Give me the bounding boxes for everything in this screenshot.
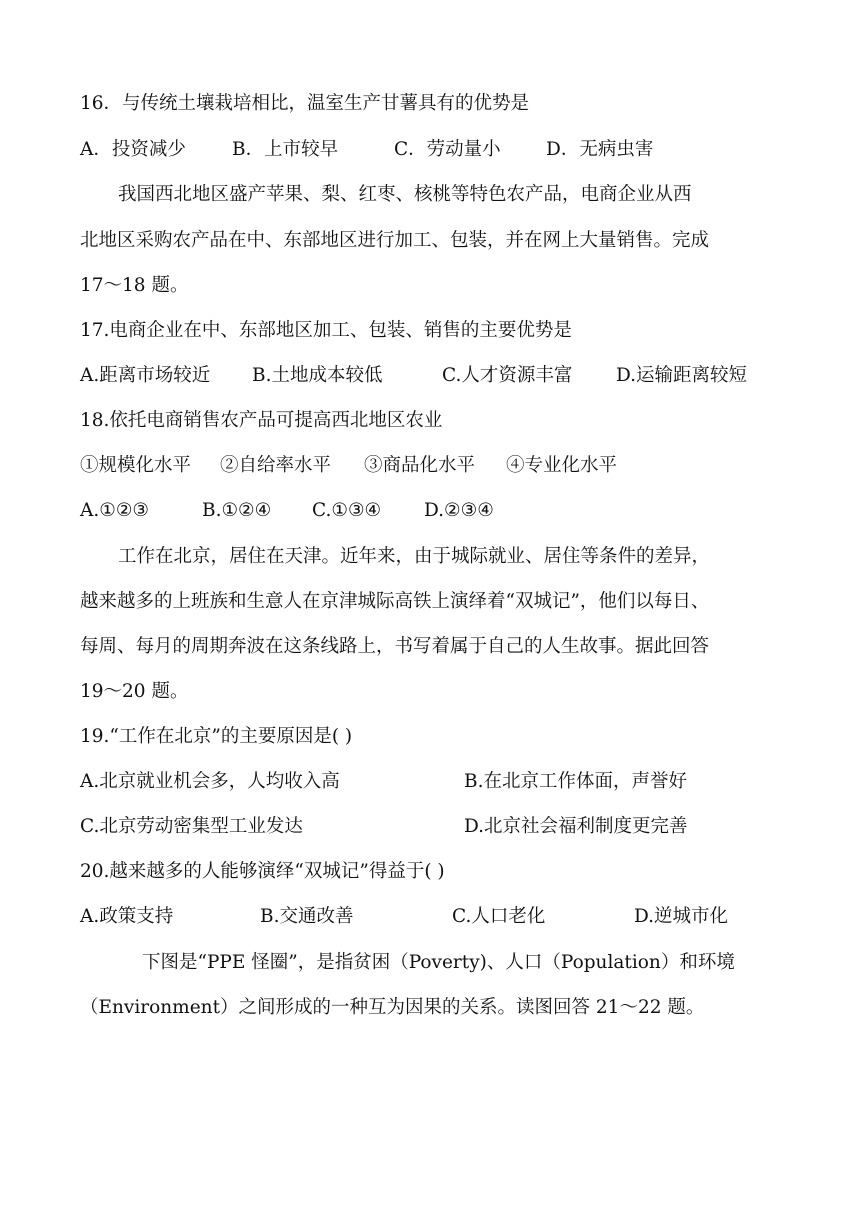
- question-18-item-2: ②自给率水平: [220, 455, 332, 476]
- question-18-option-b[interactable]: B.①②④: [202, 500, 272, 521]
- question-17-option-a[interactable]: A.距离市场较近: [80, 365, 211, 386]
- passage-2-line-2: 越来越多的上班族和生意人在京津城际高铁上演绎着“双城记”，他们以每日、: [80, 591, 710, 612]
- passage-3-line-2: （Environment）之间形成的一种互为因果的关系。读图回答 21～22 题。: [80, 997, 705, 1018]
- question-18-option-c[interactable]: C.①③④: [312, 500, 382, 521]
- passage-2-line-3: 每周、每月的周期奔波在这条线路上，书写着属于自己的人生故事。据此回答: [80, 636, 710, 657]
- passage-3-line-1: 下图是“PPE 怪圈”，是指贫困（Poverty)、人口（Population）和环境: [142, 952, 735, 973]
- question-16-stem: 16．与传统土壤栽培相比，温室生产甘薯具有的优势是: [80, 93, 530, 114]
- question-16-option-b[interactable]: B．上市较早: [232, 139, 339, 160]
- question-19-option-c[interactable]: C.北京劳动密集型工业发达: [80, 816, 303, 837]
- question-18-stem: 18.依托电商销售农产品可提高西北地区农业: [80, 410, 443, 431]
- question-20-option-d[interactable]: D.逆城市化: [634, 906, 729, 927]
- question-20-option-b[interactable]: B.交通改善: [260, 906, 354, 927]
- question-19-option-b[interactable]: B.在北京工作体面，声誉好: [464, 771, 687, 792]
- passage-1-line-2: 北地区采购农产品在中、东部地区进行加工、包装，并在网上大量销售。完成: [80, 230, 710, 251]
- question-18-option-d[interactable]: D.②③④: [424, 500, 494, 521]
- question-17-stem: 17.电商企业在中、东部地区加工、包装、销售的主要优势是: [80, 320, 572, 341]
- passage-2-line-1: 工作在北京，居住在天津。近年来，由于城际就业、居住等条件的差异，: [118, 546, 711, 567]
- question-17-option-d[interactable]: D.运输距离较短: [616, 365, 748, 386]
- question-18-item-1: ①规模化水平: [80, 455, 192, 476]
- question-19-stem: 19.“工作在北京”的主要原因是( ): [80, 726, 353, 747]
- question-16-option-a[interactable]: A．投资减少: [80, 139, 186, 160]
- question-20-option-c[interactable]: C.人口老化: [452, 906, 546, 927]
- question-17-option-b[interactable]: B.土地成本较低: [252, 365, 383, 386]
- question-16-option-c[interactable]: C．劳动量小: [394, 139, 501, 160]
- passage-2-line-4: 19～20 题。: [80, 681, 189, 702]
- question-18-item-3: ③商品化水平: [364, 455, 476, 476]
- question-18-item-4: ④专业化水平: [506, 455, 618, 476]
- passage-1-line-3: 17～18 题。: [80, 275, 189, 296]
- question-19-option-a[interactable]: A.北京就业机会多，人均收入高: [80, 771, 340, 792]
- question-17-option-c[interactable]: C.人才资源丰富: [442, 365, 573, 386]
- question-19-option-d[interactable]: D.北京社会福利制度更完善: [464, 816, 688, 837]
- passage-1-line-1: 我国西北地区盛产苹果、梨、红枣、核桃等特色农产品，电商企业从西: [118, 184, 692, 205]
- question-20-option-a[interactable]: A.政策支持: [80, 906, 174, 927]
- question-18-option-a[interactable]: A.①②③: [80, 500, 149, 521]
- question-20-stem: 20.越来越多的人能够演绎“双城记”得益于( ): [80, 861, 445, 882]
- question-16-option-d[interactable]: D．无病虫害: [546, 139, 654, 160]
